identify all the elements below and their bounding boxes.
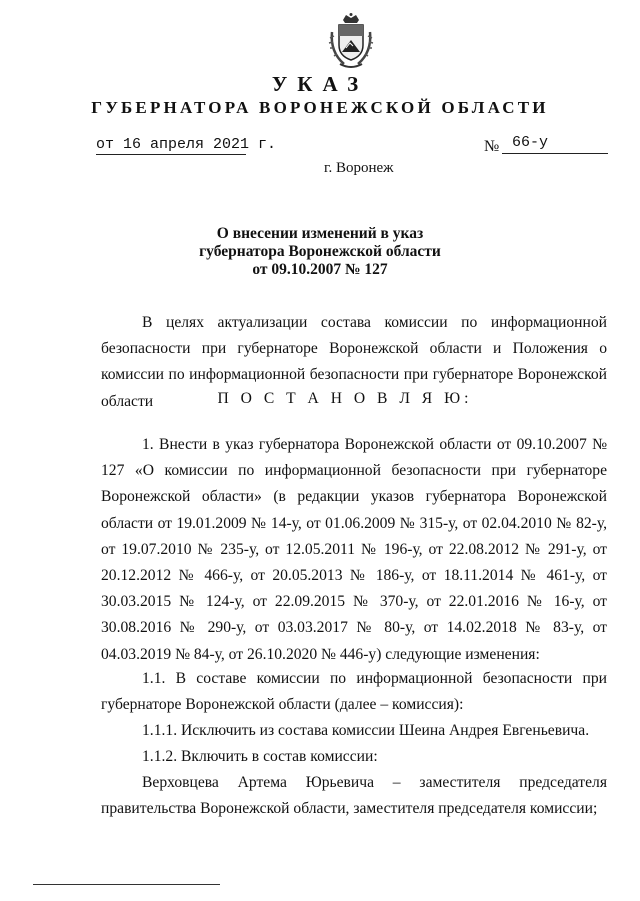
preamble-paragraph: В целях актуализации состава комиссии по информационной безопасности при губернаторе Воронежской области и Положения о комиссии по информационной безопасности при губернаторе Воронежской области <box>101 314 607 410</box>
appointee-paragraph: Верховцева Артема Юрьевича – заместителя председателя правительства Воронежской области, заместителя председателя комиссии; <box>101 774 607 818</box>
document-number: 66-у <box>502 134 608 154</box>
heading-line-3: от 09.10.2007 № 127 <box>252 261 388 278</box>
document-heading <box>0 225 640 279</box>
clause-1-1-2-paragraph: 1.1.2. Включить в состав комиссии: <box>142 748 378 765</box>
clause-1-paragraph: 1. Внести в указ губернатора Воронежской области от 09.10.2007 № 127 «О комиссии по информационной безопасности при губернаторе Воронежской области» (в редакции указов губернатора Воронежской области от 19.01.2009 № 14-у, от 01.06.2009 № 315-у, от 02.04.2010 № 82-у, от 19.07.2010 № 235-у, от 12.05.2011 № 196-у, от 22.08.2012 № 291-у, от 20.12.2012 № 466-у, от 20.05.2013 № 186-у, от 18.11.2014 № 461-у, от 30.03.2015 № 124-у, от 22.09.2015 № 370-у, от 22.01.2016 № 16-у, от 30.08.2016 № 290-у, от 03.03.2017 № 80-у, от 14.02.2018 № 83-у, от 04.03.2019 № 84-у, от 26.10.2020 № 446-у) следующие изменения: <box>101 436 607 663</box>
decree-word: П О С Т А Н О В Л Я Ю: <box>217 390 473 407</box>
footnote-divider <box>33 884 220 885</box>
clause-1-1-1-paragraph: 1.1.1. Исключить из состава комиссии Шеина Андрея Евгеньевича. <box>142 722 590 739</box>
document-city: г. Воронеж <box>324 160 394 176</box>
issuer-title: ГУБЕРНАТОРА ВОРОНЕЖСКОЙ ОБЛАСТИ <box>91 98 549 117</box>
heading-line-1: О внесении изменений в указ <box>216 225 424 242</box>
coat-of-arms-icon <box>326 12 376 70</box>
heading-line-2: губернатора Воронежской области <box>199 243 441 260</box>
clause-1-1-paragraph: 1.1. В составе комиссии по информационной безопасности при губернаторе Воронежской области (далее – комиссия): <box>101 670 607 714</box>
document-type-title: УКАЗ <box>271 72 369 96</box>
number-label: № <box>484 138 500 155</box>
document-date: от 16 апреля 2021 г. <box>96 136 277 153</box>
